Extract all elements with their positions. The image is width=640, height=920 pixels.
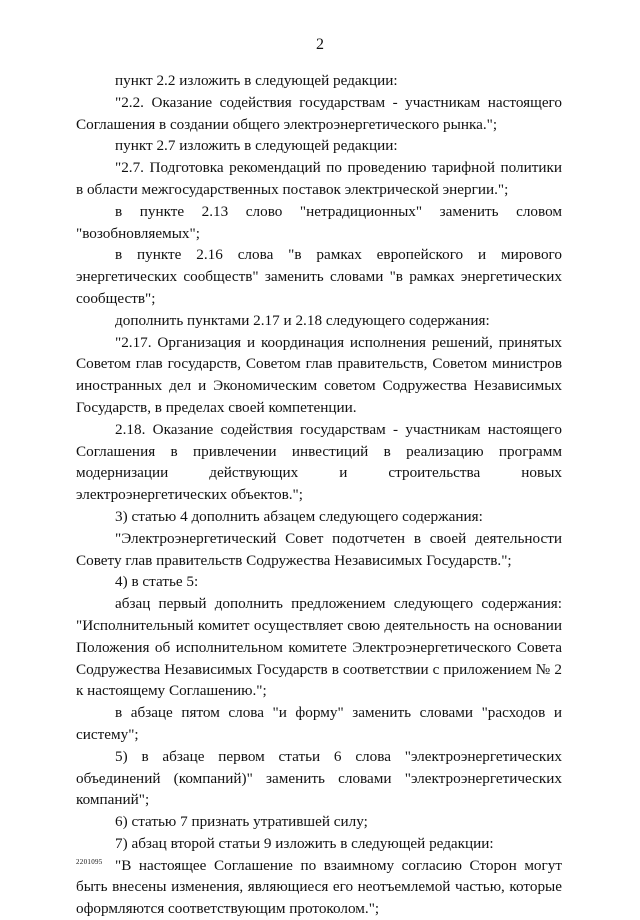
paragraph: абзац первый дополнить предложением следующего содержания: "Исполнительный комитет осуществляет свою деятельность на основании Положения об исполнительном комитете Электроэнергетического Совета Содружества Независимых Государств в соответствии с приложением № 2 к настоящему Соглашению."; — [76, 595, 562, 700]
paragraph: в абзаце пятом слова "и форму" заменить словами "расходов и систему"; — [76, 704, 562, 743]
paragraph: 7) абзац второй статьи 9 изложить в следующей редакции: — [115, 834, 494, 852]
paragraph: "2.2. Оказание содействия государствам - участникам настоящего Соглашения в создании общего электроэнергетического рынка."; — [76, 93, 562, 133]
paragraph: 6) статью 7 признать утратившей силу; — [115, 813, 368, 831]
paragraph: дополнить пунктами 2.17 и 2.18 следующего содержания: — [115, 311, 490, 329]
paragraph: пункт 2.7 изложить в следующей редакции: — [115, 137, 398, 155]
paragraph: 2.18. Оказание содействия государствам - участникам настоящего Соглашения в привлечении инвестиций в реализацию программ модернизации действующих и строительства новых электроэнергетических объектов."; — [76, 420, 562, 504]
paragraph: в пункте 2.13 слово "нетрадиционных" заменить словом "возобновляемых"; — [76, 202, 562, 242]
paragraph: "2.17. Организация и координация исполнения решений, принятых Советом глав государств, Советом глав правительств, Советом министров иностранных дел и Экономическим советом Содружества Независимых Государств, в пределах своей компетенции. — [76, 333, 562, 416]
paragraph: в пункте 2.16 слова "в рамках европейского и мирового энергетических сообществ" заменить словами "в рамках энергетических сообществ"; — [76, 246, 562, 307]
paragraph: пункт 2.2 изложить в следующей редакции: — [115, 72, 398, 89]
paragraph: "В настоящее Соглашение по взаимному согласию Сторон могут быть внесены изменения, являющиеся его неотъемлемой частью, которые оформляются соответствующим протоколом."; — [76, 856, 562, 918]
paragraph: "2.7. Подготовка рекомендаций по проведению тарифной политики в области межгосударственных поставок электрической энергии."; — [76, 159, 562, 198]
paragraph: 5) в абзаце первом статьи 6 слова "электроэнергетических объединений (компаний)" заменить словами "электроэнергетических компаний"; — [76, 747, 562, 809]
document-body — [76, 70, 562, 920]
paragraph: 4) в статье 5: — [115, 573, 199, 591]
paragraph: "Электроэнергетический Совет подотчетен в своей деятельности Совету глав правительств Содружества Независимых Государств."; — [76, 529, 562, 569]
paragraph: 3) статью 4 дополнить абзацем следующего содержания: — [115, 507, 483, 525]
page-number: 2 — [316, 36, 324, 53]
footer-document-code: 2201095 — [76, 858, 103, 866]
